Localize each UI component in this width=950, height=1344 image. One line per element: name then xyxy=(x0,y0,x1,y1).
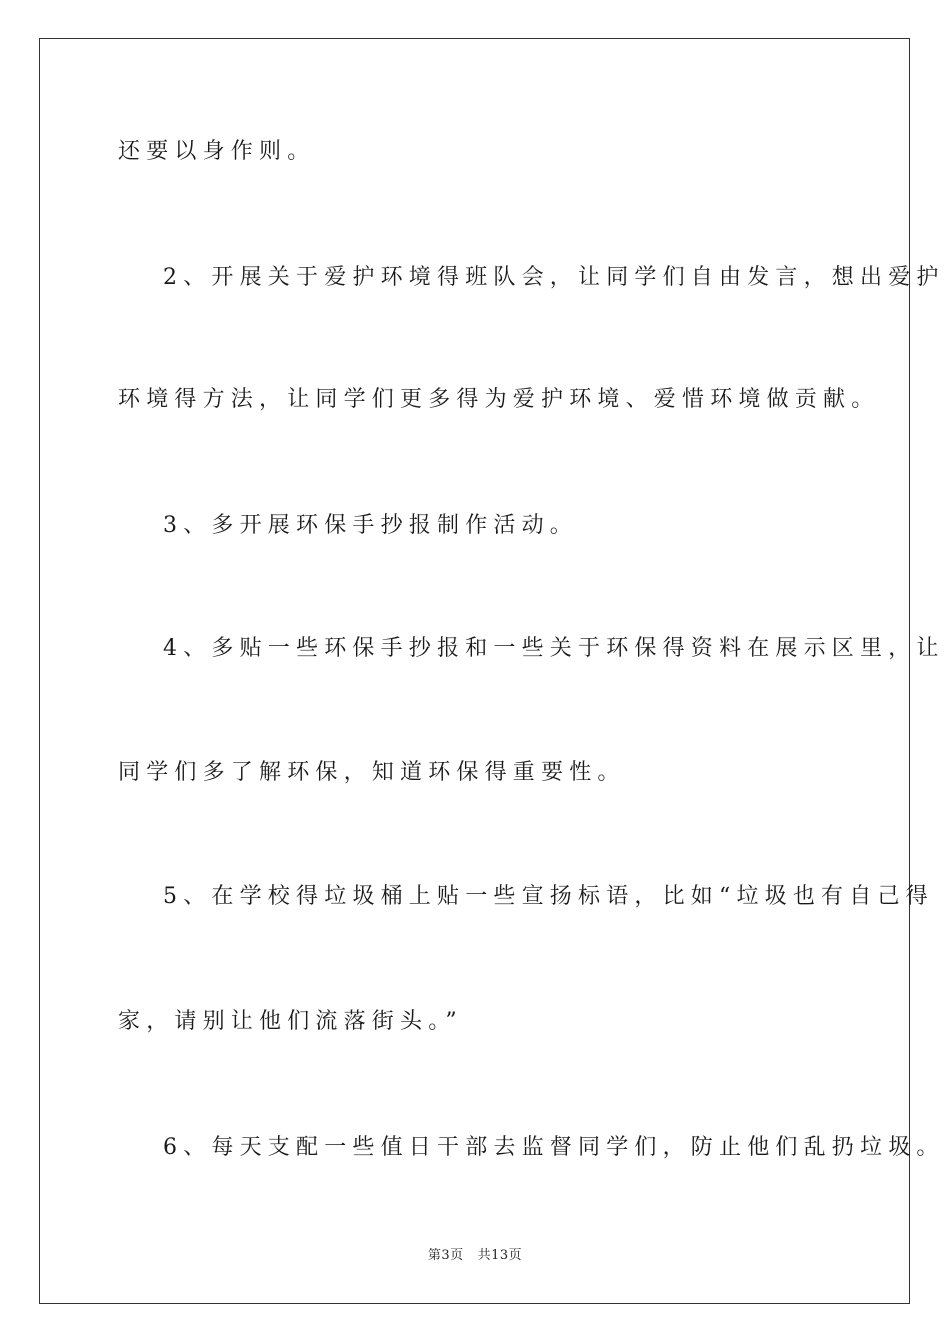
text-line: 6、每天支配一些值日干部去监督同学们，防止他们乱扔垃圾。 xyxy=(163,1135,945,1160)
page-border xyxy=(39,38,910,1304)
text-line: 3、多开展环保手抄报制作活动。 xyxy=(163,513,578,538)
page-number: 第3页 xyxy=(427,1248,464,1263)
text-line: 5、在学校得垃圾桶上贴一些宣扬标语，比如“垃圾也有自己得 xyxy=(163,884,934,909)
text-line: 家，请别让他们流落街头。” xyxy=(118,1009,463,1034)
page-footer xyxy=(0,1244,950,1263)
text-line: 同学们多了解环保，知道环保得重要性。 xyxy=(118,760,626,785)
total-pages: 共13页 xyxy=(477,1248,523,1263)
text-line: 还要以身作则。 xyxy=(118,139,316,164)
text-line: 4、多贴一些环保手抄报和一些关于环保得资料在展示区里，让 xyxy=(163,636,945,661)
text-line: 环境得方法，让同学们更多得为爱护环境、爱惜环境做贡献。 xyxy=(118,387,880,412)
text-line: 2、开展关于爱护环境得班队会，让同学们自由发言，想出爱护 xyxy=(163,265,945,290)
